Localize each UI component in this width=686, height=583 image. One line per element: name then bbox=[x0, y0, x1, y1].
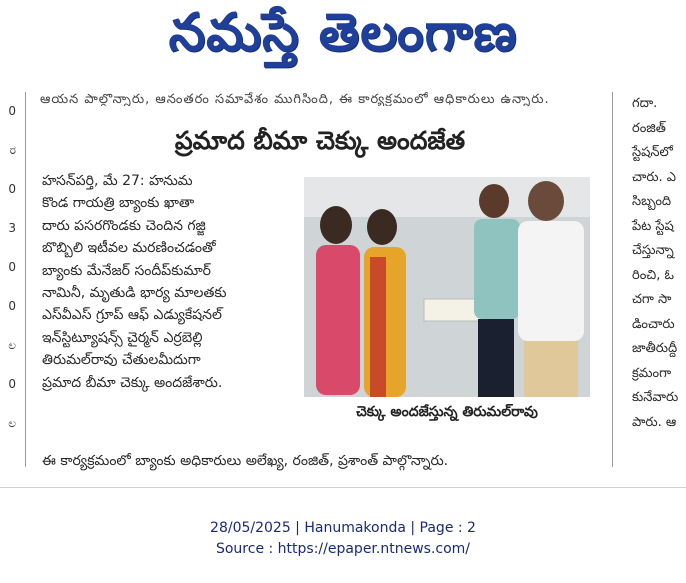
article-body-line: ఎస్‌వీఎస్ గ్రూప్ ఆఫ్ ఎడ్యుకేషనల్ bbox=[42, 307, 222, 324]
article-body-line: హసన్‌పర్తి, మే 27: హనుమ bbox=[42, 173, 193, 189]
footer-source: Source : https://epaper.ntnews.com/ bbox=[215, 541, 471, 557]
article-photo bbox=[304, 177, 590, 397]
article-body bbox=[42, 170, 304, 394]
left-column-fragment: 0 bbox=[8, 260, 16, 274]
article-clipping bbox=[0, 92, 686, 477]
left-column-fragment: 0 bbox=[8, 377, 16, 391]
column-divider-right bbox=[612, 92, 613, 467]
right-column-line: క్రమంగా bbox=[632, 365, 672, 381]
left-column-fragment: 0 bbox=[8, 182, 16, 196]
article-body-line: బొబ్బిలి ఇటీవల మరణించడంతో bbox=[42, 240, 216, 257]
left-column-fragment: 3 bbox=[8, 221, 16, 235]
right-column-line: కునేవారు bbox=[632, 390, 679, 405]
masthead bbox=[0, 0, 686, 78]
left-column-fragments bbox=[0, 92, 18, 477]
previous-article-snippet: ఆయన పాల్గొన్నారు, ఆనంతరం సమావేశం ముగిసింది, ఈ కార్యక్రమంలో ఆధికారులు ఉన్నారు. bbox=[40, 92, 550, 106]
right-column-line: పేట స్టేష bbox=[632, 218, 674, 234]
article-closing-line: ఈ కార్యక్రమంలో బ్యాంకు అధికారులు అలేఖ్య, రంజిత్, ప్రశాంత్ పాల్గొన్నారు. bbox=[42, 453, 449, 469]
left-column-fragment: ಲ bbox=[8, 416, 16, 430]
article-body-line: బ్యాంకు మేనేజర్ సందీప్‌కుమార్ bbox=[42, 262, 211, 279]
article-body-line: కొండ గాయత్రి బ్యాంకు ఖాతా bbox=[42, 195, 195, 212]
right-column-line: చేస్తున్నా bbox=[632, 243, 674, 258]
right-column-line: డించారు bbox=[632, 316, 675, 332]
photo-caption: చెక్కు అందజేస్తున్న తిరుమల్‌రావు bbox=[356, 404, 538, 420]
left-column-fragment: ಲ bbox=[8, 338, 16, 352]
right-column-line: సిబ్బంది bbox=[632, 194, 672, 209]
right-column-line: చారు. ఎ bbox=[632, 169, 677, 185]
right-column-line: రంజిత్ bbox=[632, 120, 666, 136]
article-body-line: ప్రమాద బీమా చెక్కు అందజేశారు. bbox=[42, 374, 223, 391]
article-body-line: ఇన్‌స్టిట్యూషన్స్ చైర్మన్ ఎర్రబెల్లి bbox=[42, 329, 203, 346]
right-column-line: జాతీరుద్దీ bbox=[632, 341, 678, 356]
newspaper-title: నమస్తే తెలంగాణ bbox=[168, 2, 518, 63]
footer bbox=[0, 518, 686, 560]
right-column-line: స్టేషన్‌లో bbox=[632, 145, 673, 160]
article-body-line: దారు పసరగొండకు చెందిన గజ్జి bbox=[42, 217, 206, 234]
left-column-fragment: ರ bbox=[9, 143, 16, 157]
column-divider-left bbox=[25, 92, 26, 467]
article-headline: ప్రమాద బీమా చెక్కు అందజేత bbox=[174, 126, 466, 155]
right-column-line: గదా. bbox=[632, 96, 658, 111]
footer-divider bbox=[0, 487, 686, 488]
footer-date-page: 28/05/2025 | Hanumakonda | Page : 2 bbox=[210, 520, 476, 536]
left-column-fragment: 0 bbox=[8, 104, 16, 118]
right-column-line: చగా సా bbox=[632, 292, 672, 307]
article-body-line: నామినీ, మృతుడి భార్య మాలతకు bbox=[42, 285, 227, 302]
right-column-line: రించి, ఓ bbox=[632, 267, 675, 283]
right-column-fragments bbox=[628, 92, 686, 477]
article-body-line: తిరుమల్‌రావు చేతులమీదుగా bbox=[42, 352, 201, 369]
left-column-fragment: 0 bbox=[8, 299, 16, 313]
right-column-line: పారు. ఆ bbox=[632, 414, 677, 430]
